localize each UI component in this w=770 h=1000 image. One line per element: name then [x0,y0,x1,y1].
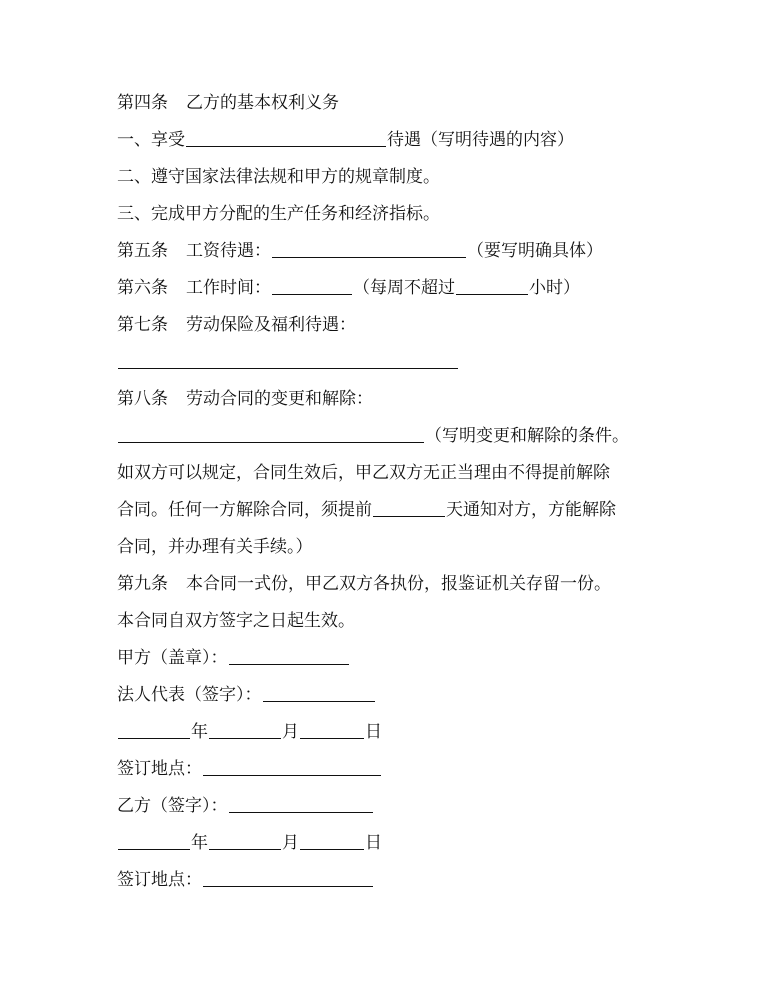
item-2: 二、遵守国家法律法规和甲方的规章制度。 [117,167,440,187]
article-7 [117,311,657,348]
fill-blank-working-hours[interactable] [272,274,352,295]
month-label: 月 [282,833,299,853]
article-8-line-5: 合同，并办理有关手续。） [117,537,313,557]
fill-blank-insurance[interactable] [118,348,458,369]
fill-blank-party-b[interactable] [229,792,373,813]
item-1 [117,126,657,163]
article-6 [117,274,657,311]
fill-blank-month[interactable] [209,718,281,739]
article-label: 劳动保险及福利待遇： [186,315,356,335]
article-text: 合同。任何一方解除合同，须提前 [117,500,372,520]
party-b-label: 乙方（签字）： [117,796,228,816]
fill-blank-change-terms[interactable] [118,422,424,443]
place-label: 签订地点： [117,870,202,890]
article-4-heading [117,89,657,126]
article-8-line-3: 如双方可以规定，合同生效后，甲乙双方无正当理由不得提前解除 [117,463,610,483]
fill-blank-benefits[interactable] [186,126,386,147]
party-b-place [117,866,657,903]
article-number: 第八条 [117,389,168,409]
month-label: 月 [282,722,299,742]
article-number: 第五条 [117,241,168,261]
article-number: 第七条 [117,315,168,335]
article-text: 天通知对方，方能解除 [446,500,616,520]
item-text: 一、享受 [117,130,185,150]
article-label: 劳动合同的变更和解除： [186,389,373,409]
article-8-line-4 [117,496,657,533]
item-text: 待遇（写明待遇的内容） [387,130,574,150]
article-title: 乙方的基本权利义务 [186,93,339,113]
fill-blank-day[interactable] [300,829,364,850]
contract-page [117,89,657,903]
item-3: 三、完成甲方分配的生产任务和经济指标。 [117,204,440,224]
article-number: 第四条 [117,93,168,113]
fill-blank-day[interactable] [300,718,364,739]
article-note: （每周不超过 [353,278,455,298]
fill-blank-party-a[interactable] [229,644,349,665]
article-label: 工作时间： [186,278,271,298]
legal-rep-label: 法人代表（签字）： [117,685,262,705]
fill-blank-weekly-hours[interactable] [456,274,528,295]
article-note: （写明变更和解除的条件。 [425,426,629,446]
article-7-blank-line [117,348,657,385]
article-note: 小时） [529,278,580,298]
article-5 [117,237,657,274]
article-8 [117,385,657,422]
party-a-label: 甲方（盖章）： [117,648,228,668]
article-note: （要写明确具体） [467,241,603,261]
day-label: 日 [365,722,382,742]
article-9 [117,570,657,607]
place-label: 签订地点： [117,759,202,779]
fill-blank-place[interactable] [203,755,381,776]
article-text: 本合同一式份，甲乙双方各执份，报鉴证机关存留一份。 [186,574,611,594]
article-9-line-2: 本合同自双方签字之日起生效。 [117,611,355,631]
fill-blank-year[interactable] [118,829,190,850]
fill-blank-year[interactable] [118,718,190,739]
party-b-date [117,829,657,866]
article-number: 第六条 [117,278,168,298]
article-number: 第九条 [117,574,168,594]
legal-representative [117,681,657,718]
fill-blank-legal-rep[interactable] [263,681,375,702]
fill-blank-place[interactable] [203,866,373,887]
article-label: 工资待遇： [186,241,271,261]
fill-blank-month[interactable] [209,829,281,850]
fill-blank-notice-days[interactable] [373,496,445,517]
party-a-seal [117,644,657,681]
fill-blank-salary[interactable] [272,237,466,258]
year-label: 年 [191,722,208,742]
party-a-date [117,718,657,755]
article-8-line-2 [117,422,657,459]
year-label: 年 [191,833,208,853]
party-a-place [117,755,657,792]
party-b-sign [117,792,657,829]
day-label: 日 [365,833,382,853]
